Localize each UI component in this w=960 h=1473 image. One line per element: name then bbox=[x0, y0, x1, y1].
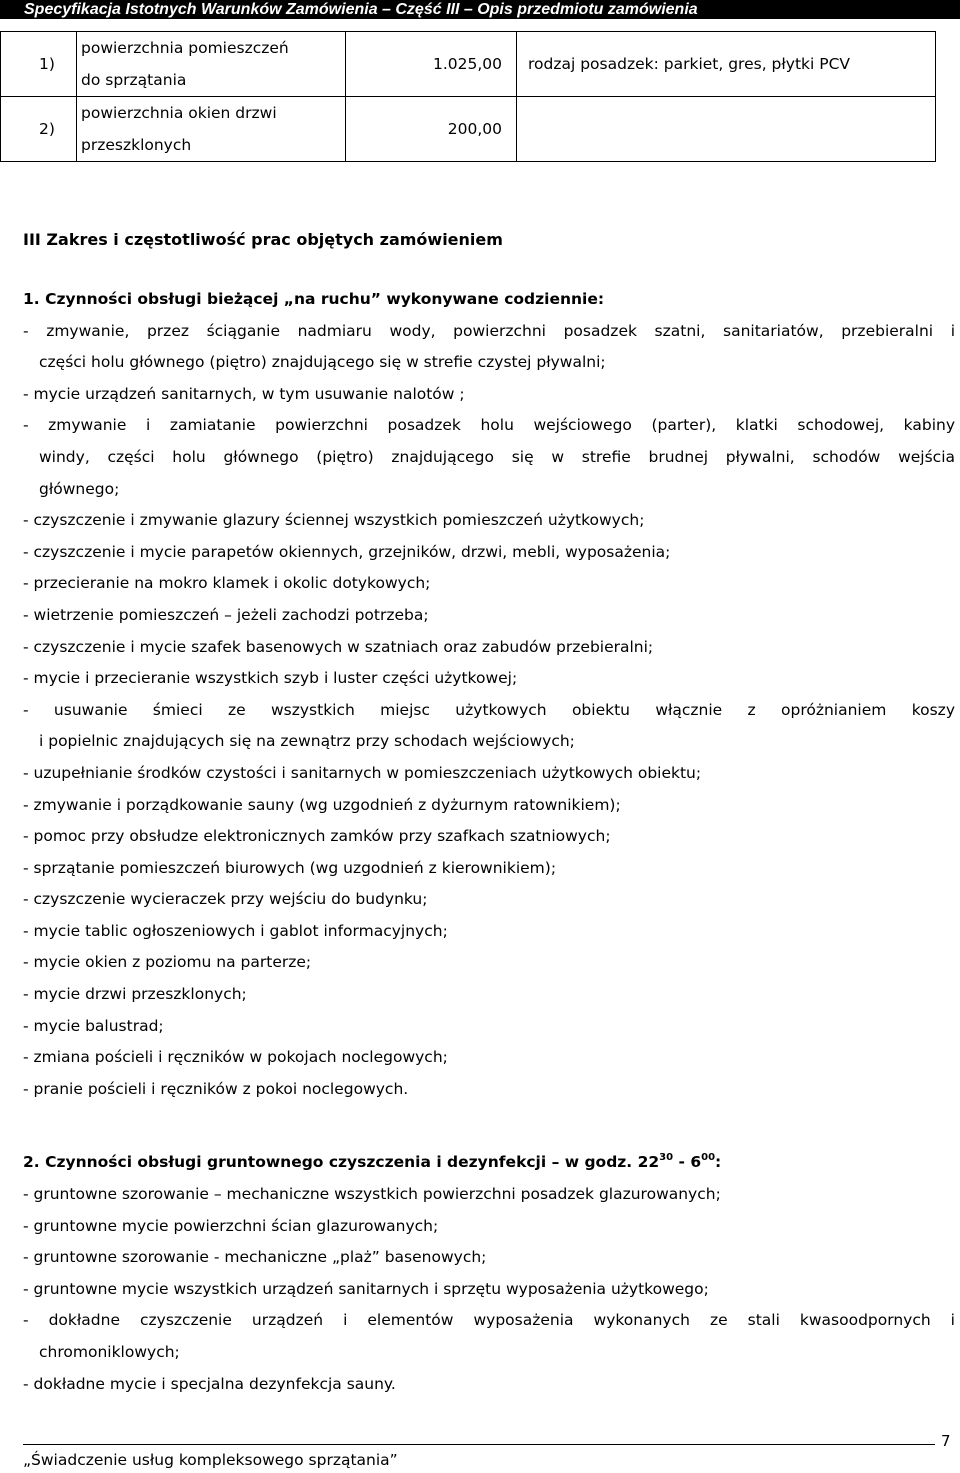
row-number: 1) bbox=[1, 32, 77, 97]
list-item: - mycie tablic ogłoszeniowych i gablot informacyjnych; bbox=[23, 921, 448, 940]
row-name-line: do sprzątania bbox=[81, 71, 187, 89]
page-footer: „Świadczenie usług kompleksowego sprzątania” bbox=[23, 1451, 398, 1469]
list-item: - dokładne czyszczenie urządzeń i elementów wyposażenia wykonanych ze stali kwasoodpornych i bbox=[23, 1311, 955, 1330]
list-item: - mycie drzwi przeszklonych; bbox=[23, 985, 247, 1004]
document-body bbox=[23, 224, 955, 1400]
row-value: 200,00 bbox=[346, 97, 517, 162]
list-item: - czyszczenie i zmywanie glazury ściennej wszystkich pomieszczeń użytkowych; bbox=[23, 511, 645, 530]
row-name-line: powierzchnia okien drzwi bbox=[81, 104, 277, 122]
list-item: - pomoc przy obsłudze elektronicznych zamków przy szafkach szatniowych; bbox=[23, 827, 611, 846]
list-item: części holu głównego (piętro) znajdującego się w strefie czystej pływalni; bbox=[39, 353, 606, 372]
list-item: - gruntowne mycie wszystkich urządzeń sanitarnych i sprzętu wyposażenia użytkowego; bbox=[23, 1279, 709, 1298]
table-row bbox=[1, 97, 936, 162]
list-item: - pranie pościeli i ręczników z pokoi noclegowych. bbox=[23, 1079, 409, 1098]
list-item: głównego; bbox=[39, 479, 120, 498]
part1-title: 1. Czynności obsługi bieżącej „na ruchu” wykonywane codziennie: bbox=[23, 290, 605, 308]
list-item: - wietrzenie pomieszczeń – jeżeli zachodzi potrzeba; bbox=[23, 605, 429, 624]
footer-divider bbox=[23, 1444, 935, 1445]
list-item: - mycie i przecieranie wszystkich szyb i luster części użytkowej; bbox=[23, 669, 518, 688]
row-name-line: przeszklonych bbox=[81, 136, 192, 154]
list-item: - zmywanie i zamiatanie powierzchni posadzek holu wejściowego (parter), klatki schodowej, kabiny bbox=[23, 416, 955, 435]
list-item: - czyszczenie i mycie parapetów okiennych, grzejników, drzwi, mebli, wyposażenia; bbox=[23, 542, 671, 561]
part2-title: 2. Czynności obsługi gruntownego czyszczenia i dezynfekcji – w godz. $22^{30} - 6^{00}$: bbox=[23, 1152, 722, 1172]
list-item: - zmiana pościeli i ręczników w pokojach noclegowych; bbox=[23, 1048, 448, 1067]
list-item: - dokładne mycie i specjalna dezynfekcja sauny. bbox=[23, 1374, 396, 1393]
list-item: - usuwanie śmieci ze wszystkich miejsc użytkowych obiektu włącznie z opróżnianiem koszy bbox=[23, 700, 955, 719]
section-title: III Zakres i częstotliwość prac objętych zamówieniem bbox=[23, 230, 503, 249]
row-name bbox=[77, 97, 346, 162]
list-item: - mycie okien z poziomu na parterze; bbox=[23, 953, 312, 972]
area-table bbox=[0, 31, 936, 162]
list-item: i popielnic znajdujących się na zewnątrz przy schodach wejściowych; bbox=[39, 732, 575, 751]
list-item: chromoniklowych; bbox=[39, 1343, 180, 1361]
row-remark bbox=[517, 97, 936, 162]
list-item: windy, części holu głównego (piętro) znajdującego się w strefie brudnej pływalni, schodów wejścia bbox=[39, 447, 955, 466]
row-name-line: powierzchnia pomieszczeń bbox=[81, 39, 289, 57]
page-number: 7 bbox=[941, 1432, 951, 1450]
table-row bbox=[1, 32, 936, 97]
row-value: 1.025,00 bbox=[346, 32, 517, 97]
list-item: - mycie balustrad; bbox=[23, 1016, 164, 1035]
row-remark: rodzaj posadzek: parkiet, gres, płytki PCV bbox=[517, 32, 936, 97]
list-item: - czyszczenie i mycie szafek basenowych w szatniach oraz zabudów przebieralni; bbox=[23, 637, 654, 656]
list-item: - gruntowne szorowanie - mechaniczne „plaż” basenowych; bbox=[23, 1248, 487, 1267]
row-number: 2) bbox=[1, 97, 77, 162]
list-item: - mycie urządzeń sanitarnych, w tym usuwanie nalotów ; bbox=[23, 384, 465, 403]
list-item: - uzupełnianie środków czystości i sanitarnych w pomieszczeniach użytkowych obiektu; bbox=[23, 763, 702, 782]
list-item: - przecieranie na mokro klamek i okolic dotykowych; bbox=[23, 574, 431, 593]
list-item: - zmywanie, przez ściąganie nadmiaru wody, powierzchni posadzek szatni, sanitariatów, przebieralni i bbox=[23, 321, 955, 340]
list-item: - zmywanie i porządkowanie sauny (wg uzgodnień z dyżurnym ratownikiem); bbox=[23, 795, 621, 814]
list-item: - czyszczenie wycieraczek przy wejściu do budynku; bbox=[23, 890, 428, 909]
list-item: - gruntowne szorowanie – mechaniczne wszystkich powierzchni posadzek glazurowanych; bbox=[23, 1185, 721, 1204]
row-name bbox=[77, 32, 346, 97]
page-header: Specyfikacja Istotnych Warunków Zamówienia – Część III – Opis przedmiotu zamówienia bbox=[0, 0, 960, 19]
list-item: - gruntowne mycie powierzchni ścian glazurowanych; bbox=[23, 1216, 439, 1235]
list-item: - sprzątanie pomieszczeń biurowych (wg uzgodnień z kierownikiem); bbox=[23, 858, 557, 877]
